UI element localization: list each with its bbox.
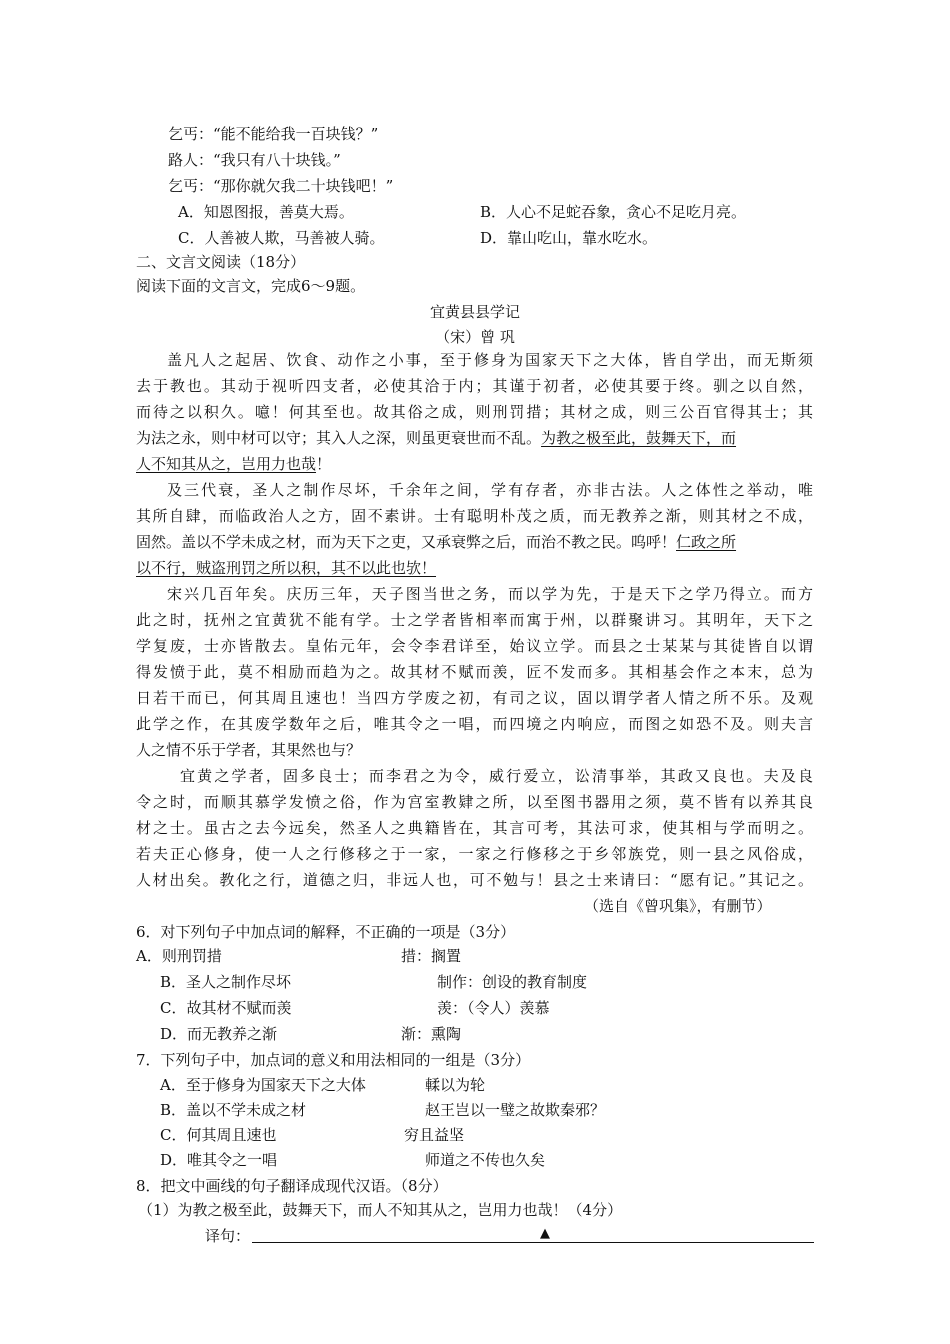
passage-line: 学复废，士亦皆散去。皇佑元年，会令李君详至，始议立学。而县之士某某与其徒皆自以谓 — [136, 637, 813, 655]
q6-option-c: C．故其材不赋而羡 — [160, 999, 292, 1017]
q8-sub1: （1）为教之极至此，鼓舞天下，而人不知其从之，岂用力也哉！（4分） — [138, 1201, 623, 1219]
passage-line: 此之时，抚州之宜黄犹不能有学。士之学者皆相率而寓于州，以群聚讲习。其明年，天下之 — [136, 611, 813, 629]
passage-line: 人之情不乐于学者，其果然也与？ — [136, 741, 362, 759]
passage-author: （宋）曾 巩 — [435, 328, 515, 346]
triangle-marker-icon: ▲ — [540, 1226, 550, 1241]
dialogue-line: 乞丐：“能不能给我一百块钱？” — [168, 125, 379, 143]
passage-line: 及三代衰，圣人之制作尽坏，千余年之间，学有存者，亦非古法。人之体性之举动，唯 — [167, 481, 813, 499]
q6-option-d-explain: 渐：熏陶 — [401, 1025, 462, 1043]
q6-option-d: D．而无教养之渐 — [160, 1025, 278, 1043]
q6-stem: 6．对下列句子中加点词的解释，不正确的一项是（3分） — [136, 923, 516, 941]
passage-text: 为法之永，则中材可以守；其入人之深，则虽更衰世而不乱。 — [136, 429, 542, 447]
dialogue-line: 乞丐：“那你就欠我二十块钱吧！” — [168, 177, 394, 195]
passage-line: 宋兴几百年矣。庆历三年，天子图当世之务，而以学为先，于是天下之学乃得立。而方 — [167, 585, 813, 603]
passage-line: 其所自肆，而临政治人之方，固不素讲。士有聪明朴茂之质，而无教养之渐，则其材之不成， — [136, 507, 813, 525]
q7-stem: 7．下列句子中，加点词的意义和用法相同的一组是（3分） — [136, 1051, 531, 1069]
passage-title: 宜黄县县学记 — [429, 303, 520, 321]
passage-line: 得发愤于此，莫不相励而趋为之。故其材不赋而羡，匠不发而多。其相基会作之本末，总为 — [136, 663, 813, 681]
q6-option-a: A．则刑罚措 — [136, 947, 222, 965]
q7-option-b-compare: 赵王岂以一璧之故欺秦邪？ — [425, 1101, 606, 1119]
q7-option-a: A．至于修身为国家天下之大体 — [160, 1076, 366, 1094]
q5-option-d: D．靠山吃山，靠水吃水。 — [480, 229, 658, 247]
answer-line[interactable] — [252, 1242, 814, 1243]
passage-line: 此学之作，在其废学数年之后，唯其令之一唱，而四境之内响应，而图之如恐不及。则夫言 — [136, 715, 813, 733]
passage-line: 而待之以积久。噫！何其至也。故其俗之成，则刑罚措；其材之成，则三公百官得其士；其 — [136, 403, 813, 421]
section-instruction: 阅读下面的文言文，完成6～9题。 — [136, 277, 366, 295]
answer-label: 译句： — [205, 1227, 251, 1245]
dialogue-line: 路人：“我只有八十块钱。” — [168, 151, 341, 169]
passage-line: 日若干而已，何其周且速也！当四方学废之初，有司之议，固以谓学者人情之所不乐。及观 — [136, 689, 813, 707]
passage-line: 令之时，而顺其慕学发愤之俗，作为宫室教肄之所，以至图书器用之须，莫不皆有以养其良 — [136, 793, 813, 811]
q7-option-d-compare: 师道之不传也久矣 — [425, 1151, 546, 1169]
q6-option-a-explain: 措：搁置 — [401, 947, 462, 965]
passage-line — [136, 428, 736, 449]
q8-stem: 8．把文中画线的句子翻译成现代汉语。（8分） — [136, 1177, 448, 1195]
passage-line — [136, 532, 736, 553]
q7-option-b: B．盖以不学未成之材 — [160, 1101, 307, 1119]
q5-option-a: A．知恩图报，善莫大焉。 — [178, 203, 354, 221]
passage-line — [136, 454, 331, 475]
passage-line: 若夫正心修身，使一人之行修移之于一家，一家之行修移之于乡邻族党，则一县之风俗成， — [136, 845, 813, 863]
q6-option-c-explain: 羡：（令人）羡慕 — [437, 999, 550, 1017]
passage-source: （选自《曾巩集》，有删节） — [584, 897, 772, 915]
passage-line: 盖凡人之起居、饮食、动作之小事，至于修身为国家天下之大体，皆自学出，而无斯须 — [167, 351, 813, 369]
q6-option-b-explain: 制作：创设的教育制度 — [437, 973, 588, 991]
passage-line: 去于教也。其动于视听四支者，必使其洽于内；其谨于初者，必使其要于终。驯之以自然， — [136, 377, 813, 395]
section-heading: 二、文言文阅读（18分） — [136, 253, 306, 271]
q5-option-b: B．人心不足蛇吞象，贪心不足吃月亮。 — [480, 203, 747, 221]
q6-option-b: B．圣人之制作尽坏 — [160, 973, 292, 991]
q7-option-a-compare: 輮以为轮 — [425, 1076, 486, 1094]
passage-line — [136, 558, 436, 579]
passage-text: 固然。盖以不学未成之材，而为天下之吏，又承衰弊之后，而治不教之民。呜呼！ — [136, 533, 677, 551]
passage-line: 材之士。虽古之去今远矣，然圣人之典籍皆在，其言可考，其法可求，使其相与学而明之。 — [136, 819, 813, 837]
q7-option-c-compare: 穷且益坚 — [404, 1126, 465, 1144]
passage-text: ！ — [316, 455, 332, 473]
underlined-sentence: 为教之极至此，鼓舞天下，而 — [541, 429, 737, 447]
passage-line: 宜黄之学者，固多良士；而李君之为令，威行爱立，讼清事举，其政又良也。夫及良 — [180, 767, 813, 785]
q7-option-d: D．唯其令之一唱 — [160, 1151, 278, 1169]
passage-line: 人材出矣。教化之行，道德之归，非远人也，可不勉与！县之士来请曰：“愿有记。”其记之。 — [136, 871, 813, 889]
underlined-sentence: 人不知其从之，岂用力也哉 — [136, 455, 317, 473]
q7-option-c: C．何其周且速也 — [160, 1126, 277, 1144]
underlined-sentence: 仁政之所 — [676, 533, 737, 551]
underlined-sentence: 以不行，贼盗刑罚之所以积，其不以此也欤！ — [136, 559, 437, 577]
q5-option-c: C．人善被人欺，马善被人骑。 — [178, 229, 385, 247]
